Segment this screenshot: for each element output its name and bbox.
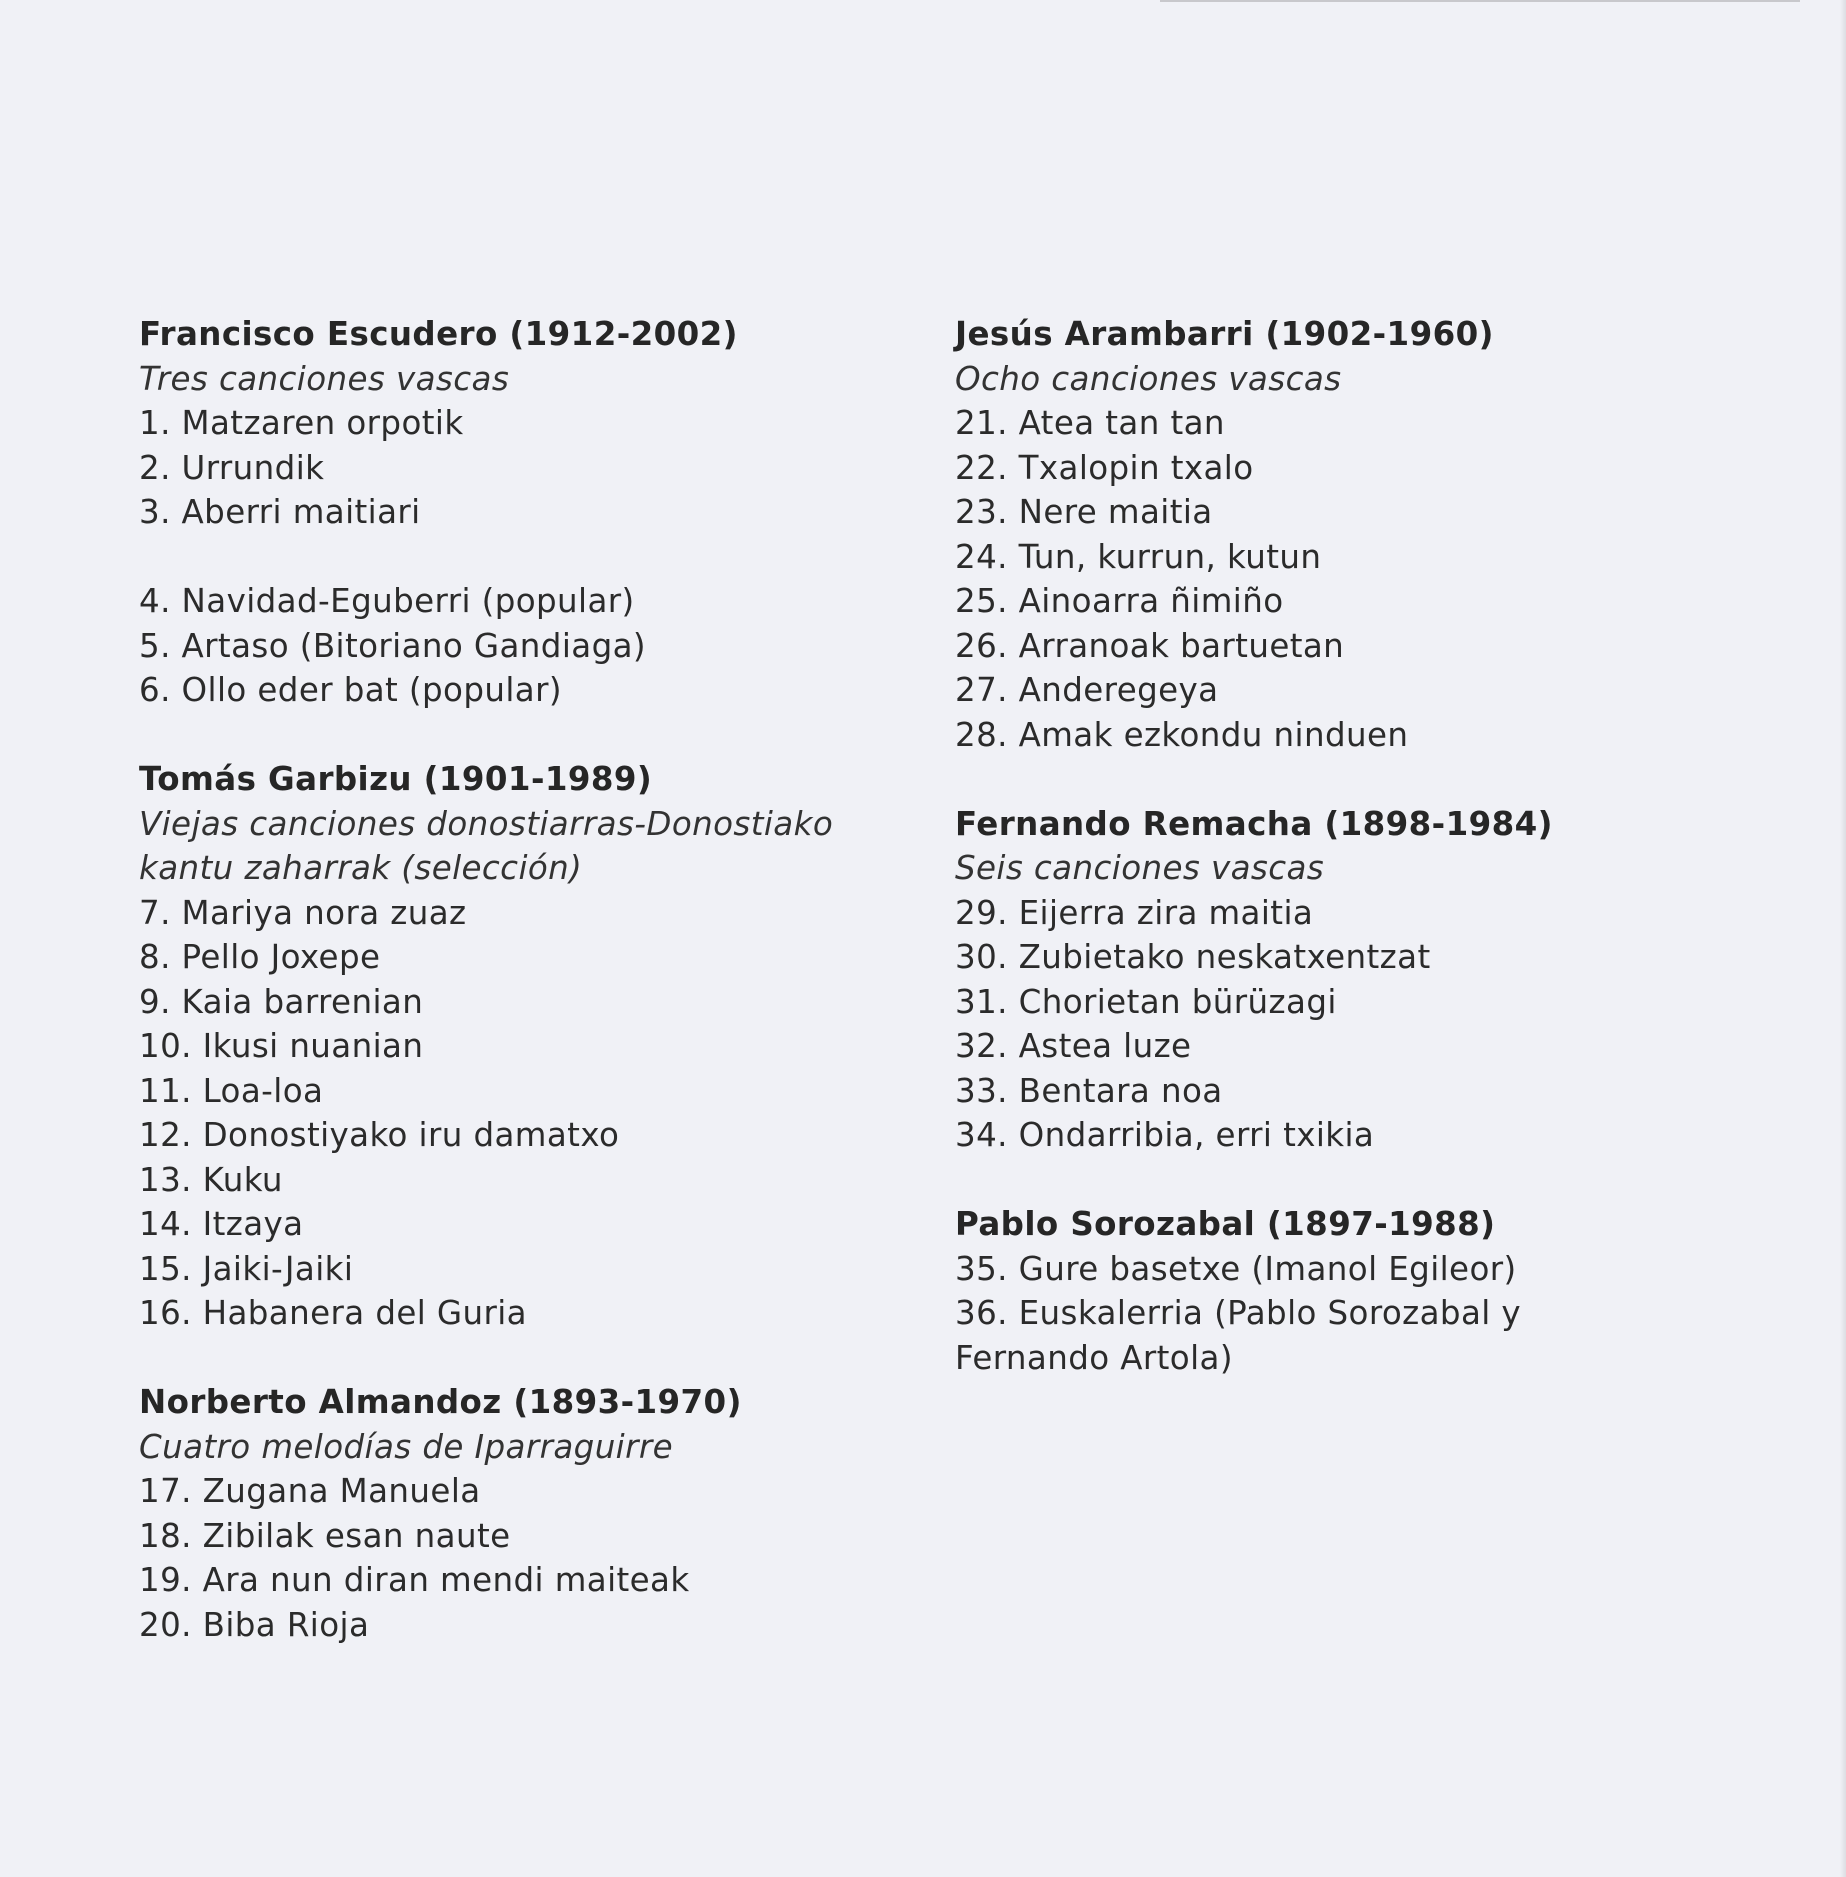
scan-right-edge — [1840, 0, 1846, 1877]
work-title: Tres canciones vascas — [139, 359, 510, 398]
scan-top-edge — [1160, 0, 1800, 2]
track-item: 9. Kaia barrenian — [139, 982, 424, 1021]
track-item: 22. Txalopin txalo — [955, 448, 1254, 487]
track-item-continued: Fernando Artola) — [955, 1338, 1233, 1377]
track-item: 21. Atea tan tan — [955, 404, 1225, 442]
track-item: 30. Zubietako neskatxentzat — [955, 938, 1431, 976]
composer-heading: Norberto Almandoz (1893-1970) — [139, 1383, 742, 1421]
work-title: Cuatro melodías de Iparraguirre — [139, 1427, 674, 1466]
track-item: 11. Loa-loa — [139, 1071, 324, 1110]
track-item: 3. Aberri maitiari — [139, 493, 421, 531]
work-title: Seis canciones vascas — [955, 849, 1325, 887]
track-item: 13. Kuku — [139, 1160, 283, 1199]
composer-heading: Pablo Sorozabal (1897-1988) — [955, 1205, 1496, 1243]
track-item: 14. Itzaya — [139, 1205, 304, 1243]
track-item: 12. Donostiyako iru damatxo — [139, 1116, 620, 1154]
track-item: 24. Tun, kurrun, kutun — [955, 537, 1322, 576]
track-item: 28. Amak ezkondu ninduen — [955, 715, 1409, 754]
left-column — [139, 312, 859, 1647]
track-item: 35. Gure basetxe (Imanol Egileor) — [955, 1249, 1517, 1288]
section-spacer — [139, 1336, 859, 1381]
track-item: 32. Astea luze — [955, 1027, 1192, 1065]
track-item: 34. Ondarribia, erri txikia — [955, 1116, 1375, 1154]
track-item: 6. Ollo eder bat (popular) — [139, 671, 562, 709]
section-spacer — [955, 1158, 1675, 1203]
track-item: 5. Artaso (Bitoriano Gandiaga) — [139, 626, 646, 665]
section-spacer — [955, 757, 1675, 802]
composer-heading: Francisco Escudero (1912-2002) — [139, 315, 738, 353]
track-item: 26. Arranoak bartuetan — [955, 626, 1345, 665]
section-spacer — [139, 535, 859, 580]
track-item: 16. Habanera del Guria — [139, 1294, 527, 1332]
work-title: Viejas canciones donostiarras-Donostiako — [139, 804, 834, 843]
track-item: 7. Mariya nora zuaz — [139, 893, 467, 932]
track-item: 2. Urrundik — [139, 448, 325, 487]
track-item: 27. Anderegeya — [955, 671, 1219, 709]
track-item: 1. Matzaren orpotik — [139, 404, 464, 442]
track-item: 18. Zibilak esan naute — [139, 1516, 511, 1555]
track-item: 23. Nere maitia — [955, 493, 1213, 531]
right-column — [955, 312, 1675, 1380]
track-item: 17. Zugana Manuela — [139, 1472, 481, 1510]
track-item: 19. Ara nun diran mendi maiteak — [139, 1561, 690, 1599]
composer-heading: Tomás Garbizu (1901-1989) — [139, 760, 653, 798]
track-item: 25. Ainoarra ñimiño — [955, 582, 1284, 620]
track-item: 20. Biba Rioja — [139, 1605, 370, 1644]
track-item: 8. Pello Joxepe — [139, 938, 381, 976]
track-item: 36. Euskalerria (Pablo Sorozabal y — [955, 1294, 1522, 1332]
work-title: Ocho canciones vascas — [955, 359, 1342, 398]
track-item: 15. Jaiki-Jaiki — [139, 1249, 354, 1288]
work-title-continued: kantu zaharrak (selección) — [139, 849, 583, 887]
track-item: 33. Bentara noa — [955, 1071, 1223, 1110]
track-item: 10. Ikusi nuanian — [139, 1027, 424, 1065]
track-item: 29. Eijerra zira maitia — [955, 893, 1314, 932]
composer-heading: Jesús Arambarri (1902-1960) — [955, 315, 1494, 353]
section-spacer — [139, 713, 859, 758]
composer-heading: Fernando Remacha (1898-1984) — [955, 804, 1553, 843]
track-item: 31. Chorietan bürüzagi — [955, 982, 1337, 1021]
track-item: 4. Navidad-Eguberri (popular) — [139, 582, 635, 620]
